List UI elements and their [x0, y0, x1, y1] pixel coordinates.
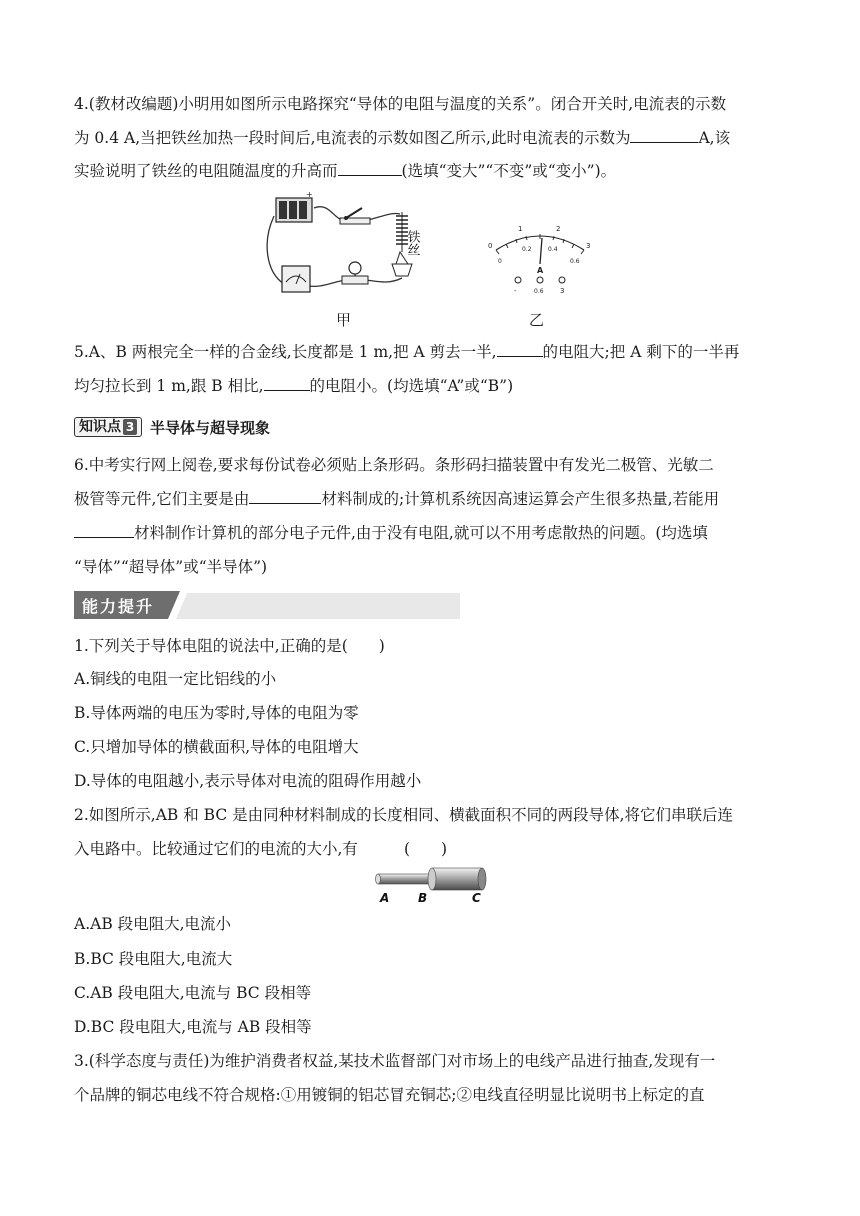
banner-title: 能力提升: [82, 597, 155, 616]
dial-bottom-scale-0: 0: [498, 258, 502, 265]
q6-line-3: [74, 523, 708, 543]
dial-bottom-scale-1: 0.2: [522, 246, 532, 253]
svg-text:+: +: [306, 192, 313, 199]
q6-line-3-text: 材料制作计算机的部分电子元件,由于没有电阻,就可以不用考虑散热的问题。(均选填: [134, 524, 708, 542]
q6-line-2-text: 极管等元件,它们主要是由: [74, 490, 250, 508]
q4-line-3-tail: (选填“变大”“不变”或“变小”)。: [401, 162, 617, 180]
dial-top-scale-3: 3: [586, 242, 591, 250]
q5-line-2-tail: 的电阻小。(均选填“A”或“B”): [309, 377, 514, 395]
q5-line-1-text: 5.A、B 两根完全一样的合金线,长度都是 1 m,把 A 剪去一半,: [74, 343, 497, 361]
dial-needle: [540, 238, 542, 264]
circuit-wire: [308, 280, 346, 286]
p2-line-1: 2.如图所示,AB 和 BC 是由同种材料制成的长度相同、横截面积不同的两段导体,将它们串联后连: [74, 806, 734, 824]
q6-answer-blank-1[interactable]: [249, 489, 321, 504]
circuit-wire: [366, 278, 402, 282]
p1-option-c: C.只增加导体的横截面积,导体的电阻增大: [74, 738, 359, 756]
battery-icon: [276, 192, 313, 222]
dial-bottom-scale-2: 0.4: [548, 246, 558, 253]
dial-terminals: [515, 277, 565, 283]
q5-answer-blank-2[interactable]: [264, 376, 310, 391]
p1-stem: 1.下列关于导体电阻的说法中,正确的是( ): [74, 637, 385, 655]
q6-line-2-tail: 材料制成的;计算机系统因高速运算会产生很多热量,若能用: [321, 490, 720, 508]
ammeter-icon: [282, 266, 310, 292]
figure-caption-jia: 甲: [336, 311, 352, 329]
terminal-label-neg: -: [514, 287, 517, 295]
lamp-icon: [342, 262, 368, 284]
q5-line-1: [74, 342, 739, 362]
q5-line-1-tail: 的电阻大;把 A 剩下的一半再: [542, 343, 740, 361]
p1-option-a: A.铜线的电阻一定比铝线的小: [74, 670, 277, 688]
p2-line-2: [74, 839, 447, 859]
q6-line-1: 6.中考实行网上阅卷,要求每份试卷必须贴上条形码。条形码扫描装置中有发光二极管、光敏二: [74, 456, 714, 474]
section-heading-knowledge-3: [74, 416, 270, 438]
q4-answer-blank-2[interactable]: [338, 161, 402, 176]
p2-line-2-text: 入电路中。比较通过它们的电流的大小,有: [74, 840, 358, 858]
section-title: 半导体与超导现象: [150, 418, 271, 437]
p3-line-1: 3.(科学态度与责任)为维护消费者权益,某技术监督部门对市场上的电线产品进行抽查,发现有一: [74, 1052, 716, 1070]
ammeter-dial-figure: [482, 218, 598, 298]
q4-line-2: [74, 128, 730, 148]
q5-answer-blank-1[interactable]: [497, 342, 543, 357]
label-a: A: [380, 891, 390, 905]
q4-line-3: [74, 161, 616, 181]
knowledge-point-tag: [74, 417, 142, 437]
ability-banner: [74, 591, 460, 619]
q5-line-2-text: 均匀拉长到 1 m,跟 B 相比,: [74, 377, 264, 395]
switch-icon: [340, 208, 370, 224]
knowledge-point-label: 知识点: [79, 419, 121, 435]
p2-option-c: C.AB 段电阻大,电流与 BC 段相等: [74, 984, 312, 1002]
dial-bottom-scale-3: 0.6: [570, 258, 580, 265]
q6-answer-blank-2[interactable]: [74, 523, 134, 538]
q4-line-1: 4.(教材改编题)小明用如图所示电路探究“导体的电阻与温度的关系”。闭合开关时,电流表的示数: [74, 95, 727, 113]
knowledge-point-number: 3: [123, 419, 137, 435]
segment-ab: [378, 874, 434, 884]
p2-option-a: A.AB 段电阻大,电流小: [74, 915, 232, 933]
p2-option-b: B.BC 段电阻大,电流大: [74, 950, 233, 968]
p1-option-b: B.导体两端的电压为零时,导体的电阻为零: [74, 704, 359, 722]
dial-top-scale-0: 0: [488, 242, 493, 250]
q5-line-2: [74, 376, 513, 396]
circuit-wire: [368, 213, 400, 220]
q4-answer-blank-1[interactable]: [630, 128, 698, 143]
q6-line-2: [74, 489, 719, 509]
p1-option-d: D.导体的电阻越小,表示导体对电流的阻碍作用越小: [74, 772, 422, 790]
segment-bc: [432, 868, 482, 890]
q4-line-2-text: 为 0.4 A,当把铁丝加热一段时间后,电流表的示数如图乙所示,此时电流表的示数为: [74, 129, 631, 147]
terminal-label-3: 3: [560, 287, 565, 295]
dial-unit: A: [537, 266, 544, 275]
dial-top-scale-2: 2: [556, 225, 561, 233]
label-c: C: [472, 891, 481, 905]
p2-answer-paren: ( ): [403, 840, 448, 858]
p2-option-d: D.BC 段电阻大,电流与 AB 段相等: [74, 1018, 312, 1036]
circuit-wire: [314, 207, 342, 220]
q6-line-4: “导体”“超导体”或“半导体”): [74, 558, 268, 576]
label-b: B: [418, 891, 428, 905]
terminal-label-0-6: 0.6: [534, 288, 544, 295]
circuit-figure: [262, 192, 434, 300]
dial-top-scale-1: 1: [518, 225, 523, 233]
figure-caption-yi: 乙: [529, 311, 545, 329]
iron-wire-label: 铁丝: [404, 230, 420, 256]
q4-line-3-text: 实验说明了铁丝的电阻随温度的升高而: [74, 162, 338, 180]
dial-ticks: [496, 234, 584, 254]
q4-line-2-tail: A,该: [698, 129, 731, 147]
conductor-figure: [372, 866, 498, 906]
p3-line-2: 个品牌的铜芯电线不符合规格:①用镀铜的铝芯冒充铜芯;②电线直径明显比说明书上标定的直: [74, 1086, 705, 1104]
